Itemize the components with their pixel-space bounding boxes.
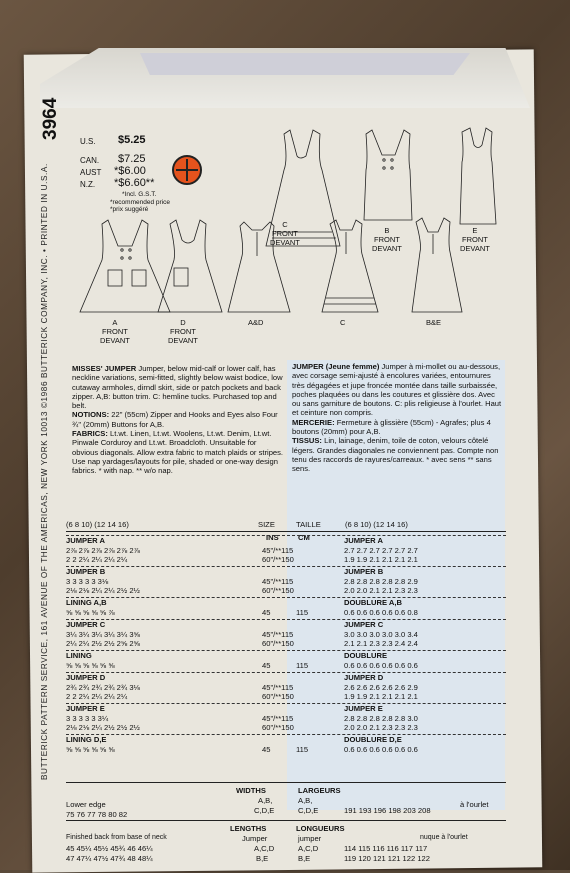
dress-b-front: [364, 130, 412, 220]
lengths-views-be: B,E: [256, 854, 269, 863]
lengths-values-acd: 45 45¼ 45½ 45¾ 46 46¼: [66, 844, 153, 853]
description-body: Jumper à mi-mollet ou au-dessous, avec corsage semi-ajusté à encolures variées, entournures très dégagées et jupe froncée montée dans taille surbaissée, poches plaquées ou dans les coutures et glissière dos. Avec ou sans garniture de boutons. C: plis religieuse à l'ourlet. Haut et ceinture non compris.: [292, 362, 502, 418]
longueurs-values-be: 119 120 121 121 122 122: [344, 854, 431, 863]
row-label-fr: JUMPER D: [344, 673, 384, 682]
longueurs-views-acd: A,C,D: [298, 844, 319, 853]
row-width-cm: 115: [296, 608, 309, 617]
row-values-inches: 2¼ 2¼ 2½ 2½ 2⅝ 2⅝: [66, 639, 140, 648]
jumper-fr-label: jumper: [298, 834, 322, 843]
widths-views2: C,D,E: [254, 806, 275, 815]
row-values-metres: 3.0 3.0 3.0 3.0 3.0 3.4: [344, 630, 418, 639]
view-label-be: B&E: [426, 318, 442, 327]
description-french: [292, 362, 504, 474]
row-values-inches: 3¼ 3¼ 3¼ 3¼ 3¼ 3⅝: [66, 630, 140, 639]
lengths-values-be: 47 47¼ 47½ 47¾ 48 48¼: [66, 854, 153, 863]
price-value: *$6.00: [114, 165, 146, 177]
view-label-c-back: C: [340, 318, 346, 327]
row-width: 45"/**115: [262, 630, 294, 639]
dress-c-back: [322, 220, 378, 312]
row-label-en: LINING: [66, 651, 92, 660]
row-label-en: JUMPER B: [66, 567, 106, 576]
row-divider: [66, 703, 506, 704]
fabrics-label: FABRICS:: [72, 429, 108, 439]
ourlet-label: à l'ourlet: [460, 800, 489, 809]
row-values-metres: 2.7 2.7 2.7 2.7 2.7 2.7: [344, 546, 418, 555]
lengths-views-acd: A,C,D: [254, 844, 275, 853]
fabrics-text: Lin, lainage, denim, toile de coton, velours côtelé légers. Grandes diagonales ne conviennent pas. Compte non tenu des raccords de rayures/carreaux. * avec sens ** sans sens.: [292, 436, 499, 474]
row-values-inches: ⅝ ⅝ ⅝ ⅝ ⅝ ⅝: [66, 661, 115, 670]
view-label-ad: A&D: [248, 318, 264, 327]
row-values-metres: 2.0 2.0 2.1 2.1 2.3 2.3: [344, 586, 418, 595]
row-label-fr: DOUBLURE D,E: [344, 735, 402, 744]
row-values-inches: 3 3 3 3 3 3¼: [66, 714, 109, 723]
row-label-fr: JUMPER E: [344, 704, 383, 713]
price-label: U.S.: [80, 137, 96, 146]
row-label-en: JUMPER E: [66, 704, 105, 713]
row-label-fr: JUMPER B: [344, 567, 384, 576]
row-values-inches: 2¾ 2¾ 2¾ 2¾ 2¾ 3⅛: [66, 683, 140, 692]
row-values-inches: 2⅛ 2⅛ 2¼ 2½ 2½ 2½: [66, 723, 140, 732]
notions-text: 22" (55cm) Zipper and Hooks and Eyes also Four ¾" (20mm) Buttons for A,B.: [72, 410, 278, 429]
row-width-ins: 45: [262, 745, 271, 754]
row-width: 60"/**150: [262, 723, 294, 732]
row-width-cm: 115: [296, 745, 309, 754]
largeurs-label: LARGEURS: [298, 786, 341, 795]
price-value: $5.25: [118, 134, 146, 146]
price-note: *Incl. G.S.T.: [122, 191, 157, 198]
view-label-c: C FRONT DEVANT: [270, 220, 300, 247]
table-rule: [66, 531, 506, 532]
row-label-en: LINING A,B: [66, 598, 107, 607]
dress-a-front: [80, 220, 170, 312]
row-values-metres: 0.6 0.6 0.6 0.6 0.6 0.8: [344, 608, 418, 617]
price-label: N.Z.: [80, 180, 96, 189]
dress-be-back: [412, 218, 462, 312]
row-values-metres: 2.8 2.8 2.8 2.8 2.8 3.0: [344, 714, 418, 723]
row-values-metres: 0.6 0.6 0.6 0.6 0.6 0.6: [344, 745, 418, 754]
row-values-metres: 2.0 2.0 2.1 2.3 2.3 2.3: [344, 723, 418, 732]
price-label: AUST: [80, 168, 102, 177]
sizes-header-fr: (6 8 10) (12 14 16): [345, 520, 408, 529]
row-values-inches: 3 3 3 3 3 3⅛: [66, 577, 109, 586]
row-divider: [66, 650, 506, 651]
row-width: 45"/**115: [262, 546, 294, 555]
row-width: 45"/**115: [262, 683, 294, 692]
largeurs-views: A,B,: [298, 796, 313, 805]
table-rule: [66, 782, 506, 783]
row-values-metres: 2.8 2.8 2.8 2.8 2.8 2.9: [344, 577, 418, 586]
row-values-inches: 2⅛ 2⅛ 2¼ 2¼ 2½ 2½: [66, 586, 140, 595]
publisher-side-text: BUTTERICK PATTERN SERVICE, 161 AVENUE OF THE AMERICAS, NEW YORK 10013 ©1986 BUTTERICK COMPANY, INC. • PRINTED IN U.S.A.: [40, 163, 49, 780]
lower-edge-label: Lower edge: [66, 800, 106, 809]
row-label-en: JUMPER C: [66, 620, 106, 629]
row-width: 60"/**150: [262, 555, 294, 564]
row-values-inches: ⅝ ⅝ ⅝ ⅝ ⅝ ⅞: [66, 608, 115, 617]
row-label-fr: JUMPER A: [344, 536, 383, 545]
description-english: [72, 364, 284, 476]
row-values-metres: 1.9 1.9 2.1 2.1 2.1 2.1: [344, 555, 418, 564]
price-value: $7.25: [118, 153, 146, 165]
row-divider: [66, 566, 506, 567]
row-label-en: JUMPER D: [66, 673, 106, 682]
sizes-header-en: (6 8 10) (12 14 16): [66, 520, 129, 529]
row-label-en: LINING D,E: [66, 735, 107, 744]
row-values-inches: 2⅞ 2⅞ 2⅞ 2⅞ 2⅞ 2⅞: [66, 546, 140, 555]
row-divider: [66, 734, 506, 735]
view-label-b: B FRONT DEVANT: [372, 226, 402, 253]
notions-label: NOTIONS:: [72, 410, 110, 420]
row-values-inches: ⅝ ⅝ ⅝ ⅝ ⅝ ⅝: [66, 745, 115, 754]
row-values-metres: 2.6 2.6 2.6 2.6 2.6 2.9: [344, 683, 418, 692]
row-values-inches: 2 2 2¼ 2¼ 2¼ 2¼: [66, 692, 128, 701]
longueurs-views-be: B,E: [298, 854, 311, 863]
cm-label: CM: [298, 533, 310, 542]
dress-e-front: [460, 128, 496, 224]
row-width-ins: 45: [262, 661, 271, 670]
notions-text: Fermeture à glissière (55cm) - Agrafes; plus 4 boutons (20mm) pour A,B.: [292, 417, 491, 437]
price-note: *recommended price: [110, 199, 170, 206]
size-label: SIZE: [258, 520, 275, 529]
description-title: MISSES' JUMPER: [72, 364, 137, 373]
row-label-fr: DOUBLURE A,B: [344, 598, 402, 607]
row-label-fr: JUMPER C: [344, 620, 384, 629]
description-title: JUMPER (Jeune femme): [292, 362, 380, 371]
price-label: CAN.: [80, 156, 100, 165]
ourlet-values: 191 193 196 198 203 208: [344, 806, 431, 815]
row-label-fr: DOUBLURE: [344, 651, 388, 660]
row-width: 45"/**115: [262, 714, 294, 723]
row-values-metres: 1.9 1.9 2.1 2.1 2.1 2.1: [344, 692, 418, 701]
taille-label: TAILLE: [296, 520, 321, 529]
widths-label: WIDTHS: [236, 786, 266, 795]
lower-edge-values: 75 76 77 78 80 82: [66, 810, 128, 819]
row-width: 60"/**150: [262, 692, 294, 701]
fabrics-text: Lt.wt. Linen, Lt.wt. Woolens, Lt.wt. Denim, Lt.wt. Pinwale Corduroy and Lt.wt. Broadcloth. Unsuitable for obvious diagonals. Allow extra fabric to match plaids or stripes. Use nap yardages/layouts for pile, shaded or one-way design fabrics. * with nap. ** w/o nap.: [72, 429, 284, 476]
row-label-en: JUMPER A: [66, 536, 105, 545]
longueurs-values-acd: 114 115 116 116 117 117: [344, 844, 428, 853]
row-width-cm: 115: [296, 661, 309, 670]
row-divider: [66, 535, 506, 536]
table-rule: [66, 820, 506, 821]
price-note: *prix suggéré: [110, 206, 149, 213]
price-value: *$6.60**: [114, 177, 155, 189]
stock-number: 3964: [40, 97, 61, 140]
widths-views: A,B,: [258, 796, 273, 805]
finished-label: Finished back from base of neck: [66, 834, 167, 841]
largeurs-views2: C,D,E: [298, 806, 319, 815]
row-divider: [66, 597, 506, 598]
row-divider: [66, 619, 506, 620]
description-body: Jumper, below mid-calf or lower calf, has neckline variations, semi-fitted, slightly below waist bodice, low cutaway armholes, dirndl skirt, side or patch pockets and back zipper. A,B: button trim. C: hemline tucks. Purchased top and belt.: [72, 364, 283, 411]
row-width: 60"/**150: [262, 586, 294, 595]
notions-label: MERCERIE:: [292, 417, 335, 427]
ins-label: INS: [266, 533, 279, 542]
dress-d-front: [158, 220, 222, 312]
row-values-inches: 2 2 2¼ 2¼ 2¼ 2¼: [66, 555, 128, 564]
fabrics-label: TISSUS:: [292, 436, 322, 446]
row-width-ins: 45: [262, 608, 271, 617]
row-width: 60"/**150: [262, 639, 294, 648]
row-divider: [66, 672, 506, 673]
view-label-e: E FRONT DEVANT: [460, 226, 490, 253]
nuque-label: nuque à l'ourlet: [420, 834, 468, 841]
row-width: 45"/**115: [262, 577, 294, 586]
row-values-metres: 2.1 2.1 2.3 2.3 2.4 2.4: [344, 639, 418, 648]
view-label-a: A FRONT DEVANT: [100, 318, 130, 345]
longueurs-label: LONGUEURS: [296, 824, 345, 833]
row-values-metres: 0.6 0.6 0.6 0.6 0.6 0.6: [344, 661, 418, 670]
jumper-label: Jumper: [242, 834, 268, 843]
lengths-label: LENGTHS: [230, 824, 267, 833]
view-label-d: D FRONT DEVANT: [168, 318, 198, 345]
